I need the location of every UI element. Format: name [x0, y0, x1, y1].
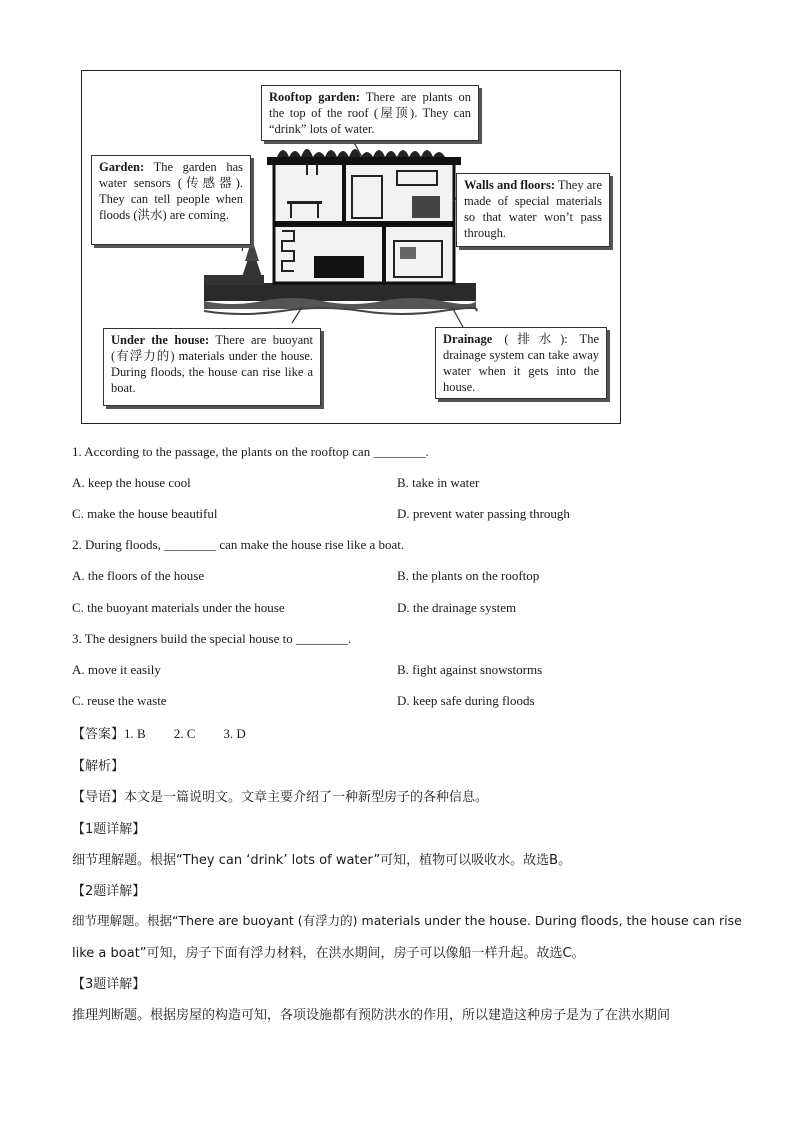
callout-rooftop-garden: Rooftop garden: There are plants on the top of the roof (屋顶). They can “drink” lots of water. — [261, 85, 479, 141]
detail-1-label: 【1题详解】 — [72, 822, 146, 837]
q2-option-c: C. the buoyant materials under the house — [72, 600, 285, 615]
guide-text: 【导语】本文是一篇说明文。文章主要介绍了一种新型房子的各种信息。 — [72, 790, 489, 805]
callout-under-house: Under the house: There are buoyant (有浮力的) materials under the house. During floods, the house can rise like a boat. — [103, 328, 321, 406]
detail-3-text: 推理判断题。根据房屋的构造可知，各项设施都有预防洪水的作用，所以建造这种房子是为了在洪水期间 — [72, 1008, 671, 1023]
q1-option-d: D. prevent water passing through — [397, 506, 570, 521]
detail-1-text: 细节理解题。根据“They can ‘drink’ lots of water”可知，植物可以吸收水。故选B。 — [72, 853, 572, 868]
house-diagram-figure — [81, 70, 621, 424]
question-3-stem: 3. The designers build the special house to ________. — [72, 631, 352, 646]
q2-option-d: D. the drainage system — [397, 600, 517, 615]
analysis-label: 【解析】 — [72, 759, 125, 774]
detail-2-label: 【2题详解】 — [72, 884, 146, 899]
sofa — [314, 256, 364, 278]
answer-line: 【答案】1. B 2. C 3. D — [72, 726, 246, 742]
callout-garden: Garden: The garden has water sensors (传感器). They can tell people when floods (洪水) are coming. — [91, 155, 251, 245]
foundation-base — [204, 283, 476, 301]
q1-option-b: B. take in water — [397, 475, 480, 490]
detail-2-text-line1: 细节理解题。根据“There are buoyant (有浮力的) materials under the house. During floods, the house can rise — [72, 913, 742, 928]
q2-option-a: A. the floors of the house — [72, 568, 205, 583]
detail-2-text-line2: like a boat”可知，房子下面有浮力材料，在洪水期间，房子可以像船一样升起。故选C。 — [72, 946, 585, 961]
q2-option-b: B. the plants on the rooftop — [397, 568, 540, 583]
q1-option-a: A. keep the house cool — [72, 475, 191, 490]
question-2-stem: 2. During floods, ________ can make the house rise like a boat. — [72, 537, 405, 552]
callout-walls-floors: Walls and floors: They are made of special materials so that water won’t pass through. — [456, 173, 610, 247]
q3-option-a: A. move it easily — [72, 662, 161, 677]
callout-drainage: Drainage (排水): The drainage system can take away water when it gets into the house. — [435, 327, 607, 399]
detail-3-label: 【3题详解】 — [72, 977, 146, 992]
house-roof — [267, 157, 461, 165]
q3-option-d: D. keep safe during floods — [397, 693, 535, 708]
q1-option-c: C. make the house beautiful — [72, 506, 218, 521]
question-1-stem: 1. According to the passage, the plants on the rooftop can ________. — [72, 444, 429, 459]
q3-option-c: C. reuse the waste — [72, 693, 167, 708]
q3-option-b: B. fight against snowstorms — [397, 662, 543, 677]
